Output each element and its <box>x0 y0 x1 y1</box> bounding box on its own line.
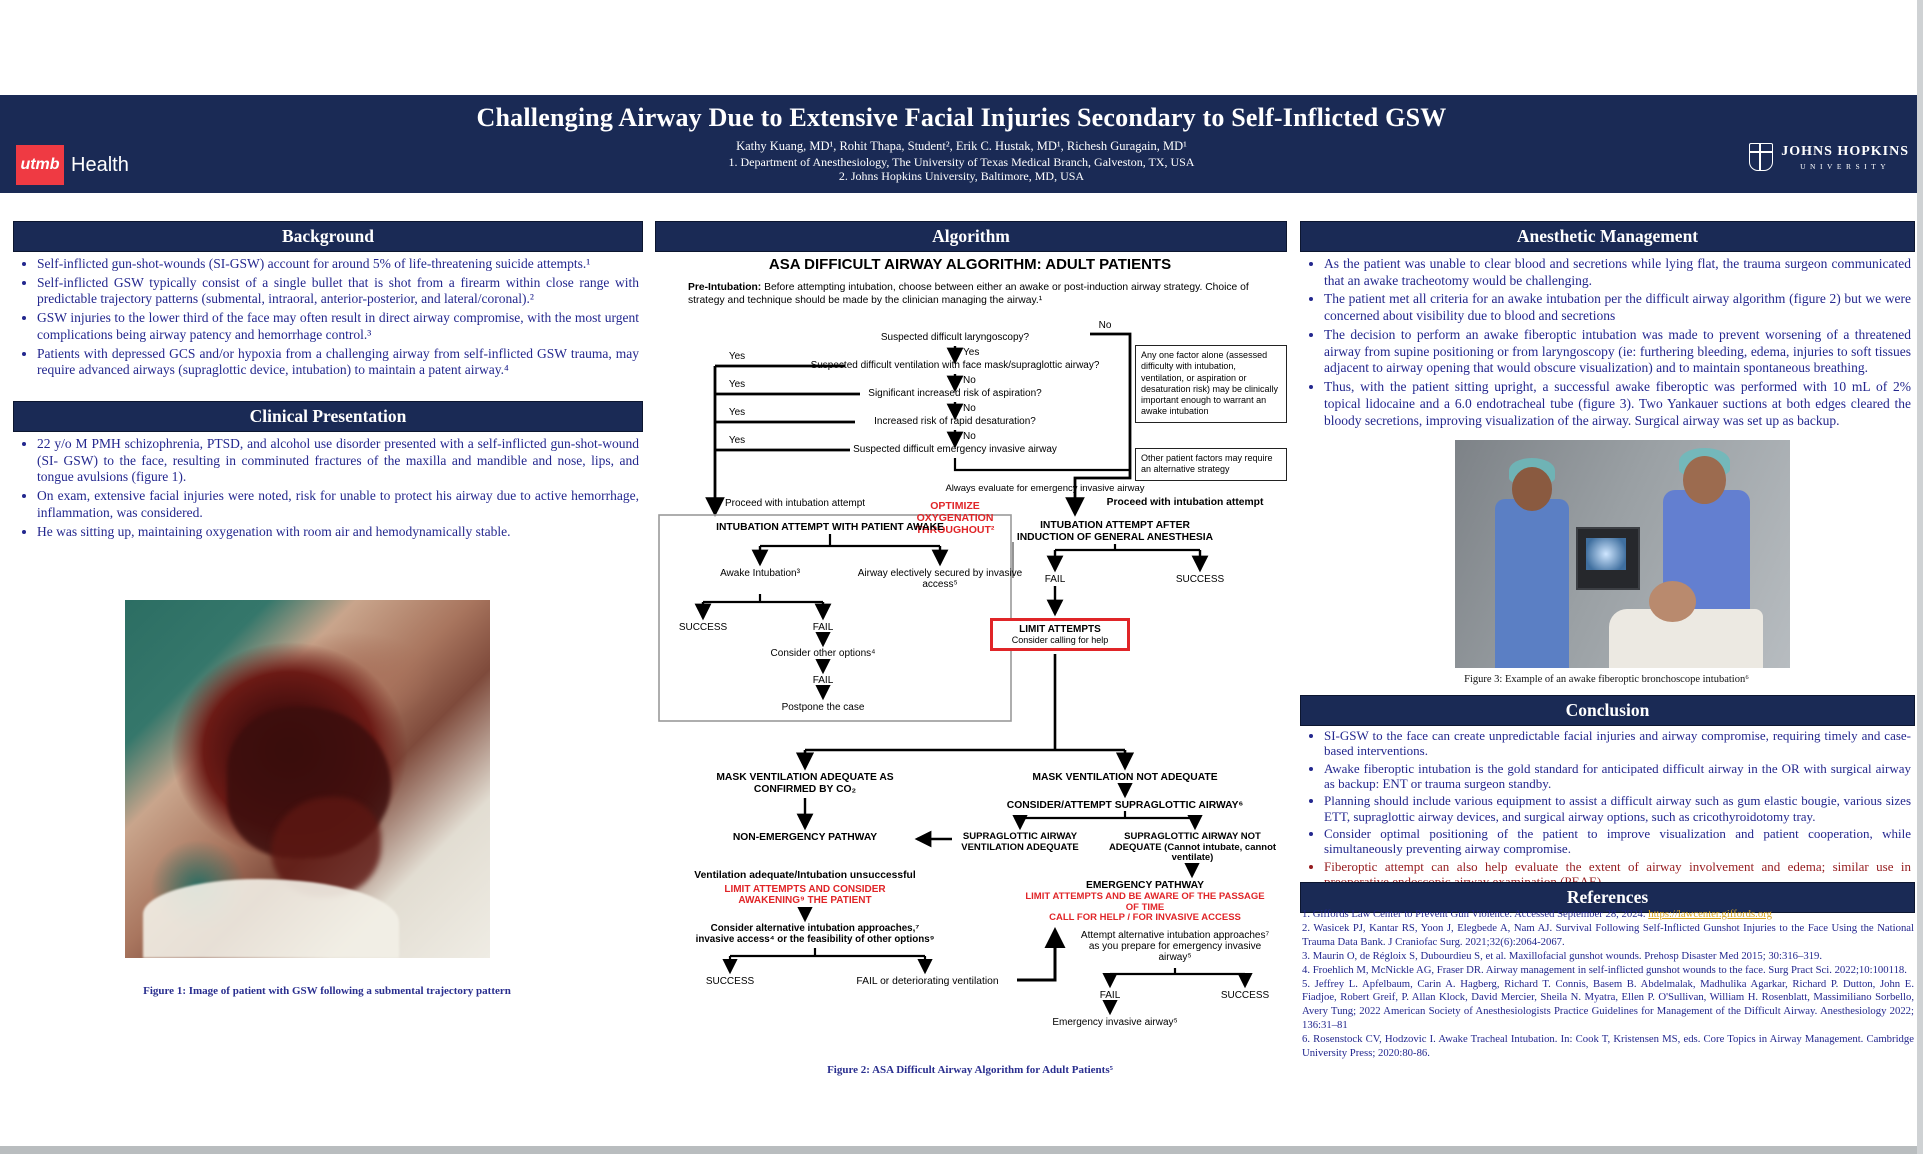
flow-yes-label: Yes <box>963 347 980 358</box>
reference-item: 4. Froehlich M, McNickle AG, Fraser DR. Airway management in self-inflicted gunshot wounds to the face. Surg Pract Sci. 2022;10:100118. <box>1302 963 1907 976</box>
flow-yes-label: Yes <box>728 351 746 362</box>
clinical-bullet-list <box>13 436 641 540</box>
flow-fail-label: FAIL <box>1099 990 1121 1001</box>
flow-limit-attempts-time <box>1025 892 1265 924</box>
conclusion-bullet-list <box>1300 728 1913 889</box>
flow-fail-label: FAIL <box>812 675 834 686</box>
preintubation-note <box>688 281 1254 308</box>
references-list-block <box>1302 908 1914 1061</box>
flow-q1: Suspected difficult laryngoscopy? <box>880 332 1030 343</box>
background-bullets <box>13 256 641 381</box>
clinical-presentation-header: Clinical Presentation <box>13 401 643 432</box>
list-item: • Consider optimal positioning of the patient to improve visualization and patient cooperation, while simultaneously preventing airway compromise. <box>1324 826 1913 857</box>
figure3-monitor-screen <box>1586 538 1626 570</box>
background-header: Background <box>13 221 643 252</box>
flow-no-label: No <box>963 403 976 414</box>
flow-yes-label: Yes <box>728 435 746 446</box>
clinical-bullets <box>13 436 641 542</box>
jhu-university-label: UNIVERSITY <box>1800 161 1891 171</box>
list-item: • Self-inflicted GSW typically consist of a single bullet that is shot from a firearm within close range with predictable trajectory patterns (submental, intraoral, anterior-posterior, and lateral/coronal).² <box>37 275 641 308</box>
list-item: • Fiberoptic attempt can also help evaluate the extent of airway involvement and edema; similar use in <box>1324 859 1913 890</box>
list-item: • The decision to perform an awake fiberoptic intubation was made to prevent worsening of a threatened airway from supine positioning or from laryngoscopy (ie: furthering bleeding, edema, injuries to soft tissues adjacent to airway opening that would obscure visualization) and to maintain spontaneous breathing. <box>1324 327 1913 377</box>
flow-induction-title: INTUBATION ATTEMPT AFTER INDUCTION OF GENERAL ANESTHESIA <box>1016 520 1214 543</box>
preintubation-text: Before attempting intubation, choose between either an awake or post-induction airway strategy. Choice of strategy and technique should be made by the clinician managing the airway.¹ <box>688 282 1249 307</box>
figure3-clinician-right-head <box>1683 456 1727 504</box>
flow-note-awake-factors: Any one factor alone (assessed difficulty with intubation, ventilation, or aspiration or desaturation risk) may be clinically important enough to warrant an awake intubation <box>1135 345 1287 423</box>
poster-masthead <box>0 95 1923 193</box>
references-list <box>1302 908 1914 1061</box>
flow-q3: Significant increased risk of aspiration? <box>868 388 1042 399</box>
bottom-edge-strip <box>0 1146 1923 1154</box>
reference-item: 1. Giffords Law Center to Prevent Gun Violence. Accessed September 28, 2024. https://lawcenter.giffords.org <box>1302 908 1772 920</box>
list-item: • He was sitting up, maintaining oxygenation with room air and hemodynamically stable. <box>37 524 641 541</box>
flow-sga-adequate: SUPRAGLOTTIC AIRWAY VENTILATION ADEQUATE <box>961 831 1079 853</box>
flow-limit-time-line2: CALL FOR HELP / FOR INVASIVE ACCESS <box>1049 912 1241 924</box>
figure3-clinician-left-head <box>1512 467 1552 510</box>
figure1-caption: Figure 1: Image of patient with GSW following a submental trajectory pattern <box>143 985 511 997</box>
flow-q4: Increased risk of rapid desaturation? <box>874 416 1036 427</box>
references-header: References <box>1300 882 1915 913</box>
figure3-caption: Figure 3: Example of an awake fiberoptic bronchoscope intubation⁶ <box>1464 674 1749 685</box>
conclusion-header: Conclusion <box>1300 695 1915 726</box>
flow-fail-label: FAIL <box>1044 574 1066 585</box>
right-edge-strip <box>1917 0 1923 1154</box>
flow-mask-ventilation-adequate: MASK VENTILATION ADEQUATE AS CONFIRMED BY CO₂ <box>716 772 894 795</box>
flow-limit-attempts-box <box>990 618 1130 651</box>
flow-ventilation-adequate-intubation-unsuccessful: Ventilation adequate/Intubation unsuccessful <box>694 870 916 881</box>
algorithm-header: Algorithm <box>655 221 1287 252</box>
flow-emergency-invasive-airway: Emergency invasive airway⁵ <box>1052 1017 1178 1028</box>
jhu-wordmark: JOHNS HOPKINS <box>1781 143 1909 159</box>
flow-success-label: SUCCESS <box>705 976 755 987</box>
flow-sga-not-adequate: SUPRAGLOTTIC AIRWAY NOT ADEQUATE (Cannot intubate, cannot ventilate) <box>1108 831 1277 864</box>
flow-non-emergency-pathway: NON-EMERGENCY PATHWAY <box>732 832 878 843</box>
asa-algorithm-title: ASA DIFFICULT AIRWAY ALGORITHM: ADULT PATIENTS <box>768 256 1172 273</box>
preintubation-label: Pre-Intubation: <box>688 282 762 293</box>
flow-awake-intubation: Awake Intubation³ <box>720 568 800 579</box>
utmb-logo-icon: utmb <box>16 145 64 185</box>
reference-item: 5. Jeffrey L. Apfelbaum, Carin A. Hagberg, Richard T. Connis, Basem B. Abdelmalak, Madhulika Agarkar, Richard P. Dutton, John E. Fiadjoe, Robert Greif, P. Allan Klock, David Mercier, Sheila N. Myatra, Ellen P. O'Sullivan, William H. Rosenblatt, Massimiliano Sorbello, Avery Tung; 2022 American Society of Anesthesiologists Practice Guidelines for Management of the Difficult Airway. Anesthesiology 2022; 136:31–81 <box>1302 977 1914 1032</box>
list-item: • 22 y/o M PMH schizophrenia, PTSD, and alcohol use disorder presented with a self-inflicted gun-shot-wound (SI- GSW) to the face, resulting in comminuted fractures of the maxilla and mandible and nose, lips, and tongue avulsions (figure 1). <box>37 436 641 486</box>
reference-item: 3. Maurin O, de Régloix S, Dubourdieu S, et al. Maxillofacial gunshot wounds. Prehosp Disaster Med 2015; 30:316–319. <box>1302 949 1823 962</box>
list-item: • The patient met all criteria for an awake intubation per the difficult airway algorithm (figure 2) but we were concerned about visibility due to blood and secretions <box>1324 291 1913 324</box>
flow-success-label: SUCCESS <box>1220 990 1270 1001</box>
anesthetic-bullets <box>1300 256 1913 431</box>
flow-yes-label: Yes <box>728 379 746 390</box>
reference-item: 6. Rosenstock CV, Hodzovic I. Awake Tracheal Intubation. In: Cook T, Kristensen MS, eds. Core Topics in Airway Management. Cambridge University Press; 2020:80-86. <box>1302 1033 1914 1060</box>
flow-attempt-alternative: Attempt alternative intubation approaches⁷ as you prepare for emergency invasive airway⁵ <box>1080 930 1270 964</box>
flow-postpone-case: Postpone the case <box>781 702 865 713</box>
list-item: • As the patient was unable to clear blood and secretions while lying flat, the trauma surgeon communicated that an awake tracheotomy would be challenging. <box>1324 256 1913 289</box>
flow-fail-label: FAIL <box>812 622 834 633</box>
list-item: • SI-GSW to the face can create unpredictable facial injuries and airway compromise, requiring timely and case-based interventions. <box>1324 728 1913 759</box>
flow-no-label: No <box>963 431 976 442</box>
flow-q5: Suspected difficult emergency invasive airway <box>853 444 1057 455</box>
flow-awake-title: INTUBATION ATTEMPT WITH PATIENT AWAKE <box>716 522 944 533</box>
johns-hopkins-logo <box>1749 143 1909 171</box>
figure1-gauze-region <box>143 879 399 958</box>
flow-consider-other-options: Consider other options⁴ <box>770 648 876 659</box>
poster-affiliation-1: 1. Department of Anesthesiology, The University of Texas Medical Branch, Galveston, TX, USA <box>728 155 1195 169</box>
list-item: • Self-inflicted gun-shot-wounds (SI-GSW) account for around 5% of life-threatening suicide attempts.¹ <box>37 256 641 273</box>
flow-no-label: No <box>963 375 976 386</box>
figure1-wound-photo <box>125 600 490 958</box>
conclusion-bullets <box>1300 728 1913 891</box>
flow-mask-ventilation-not-adequate: MASK VENTILATION NOT ADEQUATE <box>1032 772 1218 783</box>
flow-success-label: SUCCESS <box>678 622 728 633</box>
flow-yes-label: Yes <box>728 407 746 418</box>
flow-consider-calling-help: Consider calling for help <box>1011 635 1109 645</box>
list-item: • GSW injuries to the lower third of the face may often result in direct airway compromise, with the most urgent complications being airway patency and hemorrhage control.³ <box>37 310 641 343</box>
list-item: • On exam, extensive facial injuries were noted, risk for unable to protect his airway due to active hemorrhage, inflammation, was considered. <box>37 488 641 521</box>
flow-elective-invasive-access: Airway electively secured by invasive access⁵ <box>857 568 1023 591</box>
flow-proceed-awake: Proceed with intubation attempt <box>725 498 866 509</box>
flow-consider-supraglottic: CONSIDER/ATTEMPT SUPRAGLOTTIC AIRWAY⁶ <box>1006 800 1244 811</box>
list-item: • Thus, with the patient sitting upright, a successful awake fiberoptic was performed with 10 mL of 2% topical lidocaine and a 6.0 endotracheal tube (figure 3). Two Yankauer suctions at both edges cleared the bloody secretions, improving visualization of the airway. Surgical airway was set up as backup. <box>1324 379 1913 429</box>
anesthetic-bullet-list <box>1300 256 1913 429</box>
poster-authors: Kathy Kuang, MD¹, Rohit Thapa, Student², Erik C. Hustak, MD¹, Richesh Guragain, MD¹ <box>736 139 1187 153</box>
poster-title: Challenging Airway Due to Extensive Facial Injuries Secondary to Self-Inflicted GSW <box>476 103 1447 132</box>
list-item: • Patients with depressed GCS and/or hypoxia from a challenging airway from self-inflicted GSW trauma, may require advanced airways (supraglottic device, intubation) to maintain a patent airway.⁴ <box>37 346 641 379</box>
figure3-intubation-photo <box>1455 440 1790 668</box>
flow-always-evaluate: Always evaluate for emergency invasive airway <box>945 483 1145 494</box>
reference-item: 2. Wasicek PJ, Kantar RS, Yoon J, Elegbede A, Nam AJ. Survival Following Self-Inflicted Gunshot Injuries to the Face Using the National Trauma Data Bank. J Craniofac Surg. 2021;32(6):2064-2067. <box>1302 921 1914 948</box>
asa-flowchart <box>655 318 1285 1045</box>
flow-fail-deteriorating: FAIL or deteriorating ventilation <box>856 976 999 987</box>
figure2-caption: Figure 2: ASA Difficult Airway Algorithm for Adult Patients⁵ <box>827 1064 1113 1076</box>
flow-consider-alternative: Consider alternative intubation approaches,⁷ invasive access⁴ or the feasibility of other options⁹ <box>695 923 935 945</box>
reference-link[interactable]: https://lawcenter.giffords.org <box>1648 908 1772 920</box>
list-item: • Planning should include various equipment to assist a difficult airway such as gum elastic bougie, various sizes ETT, supraglottic airway devices, and surgical airway options, such as cricothyroidotomy tray. <box>1324 793 1913 824</box>
flow-q2: Suspected difficult ventilation with face mask/supraglottic airway? <box>810 360 1100 371</box>
list-item: • Awake fiberoptic intubation is the gold standard for anticipated difficult airway in the OR with surgical airway as backup: ENT or trauma surgeon standby. <box>1324 761 1913 792</box>
flow-proceed-induction: Proceed with intubation attempt <box>1106 497 1264 508</box>
flow-limit-time-line1: LIMIT ATTEMPTS AND BE AWARE OF THE PASSAGE OF TIME <box>1025 891 1265 913</box>
poster-affiliation-2: 2. Johns Hopkins University, Baltimore, MD, USA <box>838 169 1085 183</box>
flow-limit-attempts-awakening: LIMIT ATTEMPTS AND CONSIDER AWAKENING⁹ THE PATIENT <box>724 884 886 907</box>
flow-limit-attempts: LIMIT ATTEMPTS <box>1019 624 1101 635</box>
flow-no-label: No <box>1098 320 1112 331</box>
jhu-shield-icon <box>1749 143 1773 171</box>
flow-emergency-pathway: EMERGENCY PATHWAY <box>1085 880 1205 891</box>
flow-optimize-oxygenation: OPTIMIZE OXYGENATION THROUGHOUT² <box>915 500 995 536</box>
background-bullet-list <box>13 256 641 379</box>
anesthetic-management-header: Anesthetic Management <box>1300 221 1915 252</box>
flow-note-other-factors: Other patient factors may require an alternative strategy <box>1135 448 1287 481</box>
figure3-clinician-left <box>1495 499 1569 668</box>
utmb-health-logo <box>16 145 129 185</box>
utmb-logo-wordmark: Health <box>71 153 129 176</box>
flow-success-label: SUCCESS <box>1175 574 1225 585</box>
